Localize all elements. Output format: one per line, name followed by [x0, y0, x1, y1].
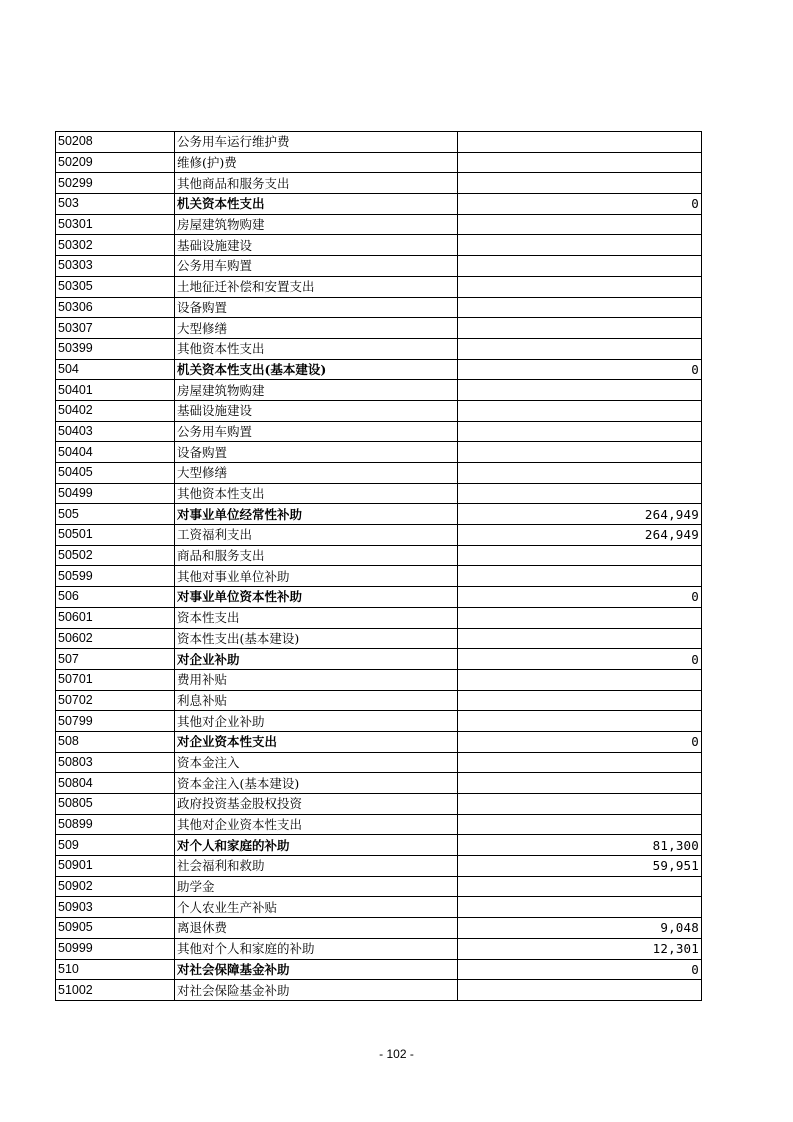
table-row [56, 545, 702, 566]
amount-cell [458, 897, 702, 918]
account-code-cell: 50405 [56, 463, 175, 484]
account-code-cell: 50209 [56, 152, 175, 173]
amount-cell [458, 752, 702, 773]
account-code-cell: 50401 [56, 380, 175, 401]
amount-cell: 59,951 [458, 856, 702, 877]
account-code-cell: 50599 [56, 566, 175, 587]
account-code-cell: 507 [56, 649, 175, 670]
account-code-cell: 503 [56, 194, 175, 215]
account-code-cell: 50501 [56, 525, 175, 546]
account-code-cell: 505 [56, 504, 175, 525]
table-row [56, 607, 702, 628]
amount-cell [458, 297, 702, 318]
amount-cell: 0 [458, 649, 702, 670]
amount-cell [458, 711, 702, 732]
amount-cell [458, 690, 702, 711]
expenditure-table-body [56, 132, 702, 1001]
category-row [56, 504, 702, 525]
page-number: - 102 - [379, 1047, 414, 1061]
amount-cell [458, 566, 702, 587]
table-row [56, 856, 702, 877]
amount-cell [458, 876, 702, 897]
account-code-cell: 50799 [56, 711, 175, 732]
account-code-cell: 50402 [56, 400, 175, 421]
amount-cell: 12,301 [458, 938, 702, 959]
amount-cell: 264,949 [458, 525, 702, 546]
table-row [56, 400, 702, 421]
account-name-cell: 利息补贴 [175, 690, 458, 711]
table-row [56, 235, 702, 256]
account-code-cell: 50905 [56, 918, 175, 939]
amount-cell: 0 [458, 587, 702, 608]
account-name-cell: 大型修缮 [175, 318, 458, 339]
account-name-cell: 其他对个人和家庭的补助 [175, 938, 458, 959]
amount-cell [458, 173, 702, 194]
amount-cell [458, 442, 702, 463]
amount-cell [458, 132, 702, 153]
table-row [56, 752, 702, 773]
account-name-cell: 设备购置 [175, 297, 458, 318]
table-row [56, 276, 702, 297]
account-name-cell: 土地征迁补偿和安置支出 [175, 276, 458, 297]
account-name-cell: 公务用车购置 [175, 421, 458, 442]
amount-cell [458, 421, 702, 442]
account-code-cell: 506 [56, 587, 175, 608]
account-code-cell: 50502 [56, 545, 175, 566]
account-code-cell: 50899 [56, 814, 175, 835]
table-row [56, 876, 702, 897]
account-name-cell: 政府投资基金股权投资 [175, 794, 458, 815]
account-name-cell: 对事业单位资本性补助 [175, 587, 458, 608]
table-row [56, 669, 702, 690]
table-row [56, 421, 702, 442]
amount-cell [458, 400, 702, 421]
amount-cell: 0 [458, 959, 702, 980]
account-name-cell: 基础设施建设 [175, 400, 458, 421]
account-name-cell: 房屋建筑物购建 [175, 214, 458, 235]
account-name-cell: 费用补贴 [175, 669, 458, 690]
account-name-cell: 工资福利支出 [175, 525, 458, 546]
account-name-cell: 对企业补助 [175, 649, 458, 670]
account-code-cell: 50302 [56, 235, 175, 256]
account-code-cell: 50305 [56, 276, 175, 297]
account-code-cell: 50901 [56, 856, 175, 877]
account-code-cell: 50403 [56, 421, 175, 442]
amount-cell [458, 235, 702, 256]
amount-cell [458, 463, 702, 484]
account-code-cell: 50306 [56, 297, 175, 318]
amount-cell [458, 607, 702, 628]
account-code-cell: 509 [56, 835, 175, 856]
amount-cell [458, 338, 702, 359]
table-row [56, 897, 702, 918]
account-name-cell: 基础设施建设 [175, 235, 458, 256]
table-row [56, 463, 702, 484]
account-name-cell: 其他对企业资本性支出 [175, 814, 458, 835]
account-code-cell: 50702 [56, 690, 175, 711]
category-row [56, 731, 702, 752]
account-name-cell: 房屋建筑物购建 [175, 380, 458, 401]
account-name-cell: 机关资本性支出(基本建设) [175, 359, 458, 380]
table-row [56, 152, 702, 173]
account-name-cell: 离退休费 [175, 918, 458, 939]
amount-cell: 0 [458, 194, 702, 215]
table-row [56, 773, 702, 794]
category-row [56, 194, 702, 215]
account-name-cell: 设备购置 [175, 442, 458, 463]
amount-cell [458, 380, 702, 401]
account-name-cell: 对社会保险基金补助 [175, 980, 458, 1001]
account-name-cell: 其他资本性支出 [175, 338, 458, 359]
expenditure-table [55, 131, 702, 1001]
account-name-cell: 公务用车运行维护费 [175, 132, 458, 153]
amount-cell [458, 669, 702, 690]
account-code-cell: 50404 [56, 442, 175, 463]
table-row [56, 711, 702, 732]
table-row [56, 380, 702, 401]
account-code-cell: 50303 [56, 256, 175, 277]
account-name-cell: 大型修缮 [175, 463, 458, 484]
table-row [56, 918, 702, 939]
amount-cell [458, 773, 702, 794]
account-code-cell: 50902 [56, 876, 175, 897]
account-name-cell: 对企业资本性支出 [175, 731, 458, 752]
account-name-cell: 资本金注入(基本建设) [175, 773, 458, 794]
account-code-cell: 50208 [56, 132, 175, 153]
account-name-cell: 其他商品和服务支出 [175, 173, 458, 194]
account-code-cell: 50804 [56, 773, 175, 794]
table-row [56, 525, 702, 546]
account-name-cell: 资本性支出 [175, 607, 458, 628]
amount-cell [458, 980, 702, 1001]
amount-cell [458, 318, 702, 339]
table-row [56, 980, 702, 1001]
account-name-cell: 对社会保障基金补助 [175, 959, 458, 980]
account-name-cell: 维修(护)费 [175, 152, 458, 173]
account-name-cell: 助学金 [175, 876, 458, 897]
amount-cell: 0 [458, 731, 702, 752]
account-name-cell: 对事业单位经常性补助 [175, 504, 458, 525]
account-code-cell: 50903 [56, 897, 175, 918]
amount-cell [458, 814, 702, 835]
table-row [56, 628, 702, 649]
account-code-cell: 508 [56, 731, 175, 752]
account-code-cell: 50803 [56, 752, 175, 773]
account-code-cell: 510 [56, 959, 175, 980]
table-row [56, 794, 702, 815]
amount-cell [458, 794, 702, 815]
table-row [56, 338, 702, 359]
table-row [56, 318, 702, 339]
category-row [56, 359, 702, 380]
account-name-cell: 资本金注入 [175, 752, 458, 773]
account-code-cell: 50805 [56, 794, 175, 815]
table-row [56, 256, 702, 277]
amount-cell [458, 545, 702, 566]
amount-cell: 0 [458, 359, 702, 380]
table-row [56, 690, 702, 711]
account-name-cell: 社会福利和救助 [175, 856, 458, 877]
account-code-cell: 504 [56, 359, 175, 380]
account-name-cell: 机关资本性支出 [175, 194, 458, 215]
table-row [56, 938, 702, 959]
category-row [56, 835, 702, 856]
amount-cell [458, 214, 702, 235]
account-name-cell: 对个人和家庭的补助 [175, 835, 458, 856]
table-row [56, 442, 702, 463]
table-row [56, 214, 702, 235]
account-name-cell: 其他资本性支出 [175, 483, 458, 504]
account-code-cell: 50601 [56, 607, 175, 628]
account-name-cell: 其他对事业单位补助 [175, 566, 458, 587]
account-code-cell: 50307 [56, 318, 175, 339]
account-code-cell: 50299 [56, 173, 175, 194]
account-code-cell: 50602 [56, 628, 175, 649]
table-row [56, 132, 702, 153]
table-row [56, 814, 702, 835]
account-code-cell: 50701 [56, 669, 175, 690]
category-row [56, 587, 702, 608]
account-code-cell: 50301 [56, 214, 175, 235]
account-name-cell: 公务用车购置 [175, 256, 458, 277]
account-name-cell: 商品和服务支出 [175, 545, 458, 566]
category-row [56, 649, 702, 670]
account-code-cell: 51002 [56, 980, 175, 1001]
amount-cell [458, 276, 702, 297]
amount-cell: 9,048 [458, 918, 702, 939]
amount-cell [458, 256, 702, 277]
table-row [56, 297, 702, 318]
amount-cell [458, 483, 702, 504]
amount-cell [458, 628, 702, 649]
account-code-cell: 50399 [56, 338, 175, 359]
category-row [56, 959, 702, 980]
account-name-cell: 个人农业生产补贴 [175, 897, 458, 918]
amount-cell: 81,300 [458, 835, 702, 856]
table-row [56, 173, 702, 194]
amount-cell: 264,949 [458, 504, 702, 525]
amount-cell [458, 152, 702, 173]
table-row [56, 483, 702, 504]
account-name-cell: 其他对企业补助 [175, 711, 458, 732]
table-row [56, 566, 702, 587]
account-name-cell: 资本性支出(基本建设) [175, 628, 458, 649]
account-code-cell: 50999 [56, 938, 175, 959]
account-code-cell: 50499 [56, 483, 175, 504]
